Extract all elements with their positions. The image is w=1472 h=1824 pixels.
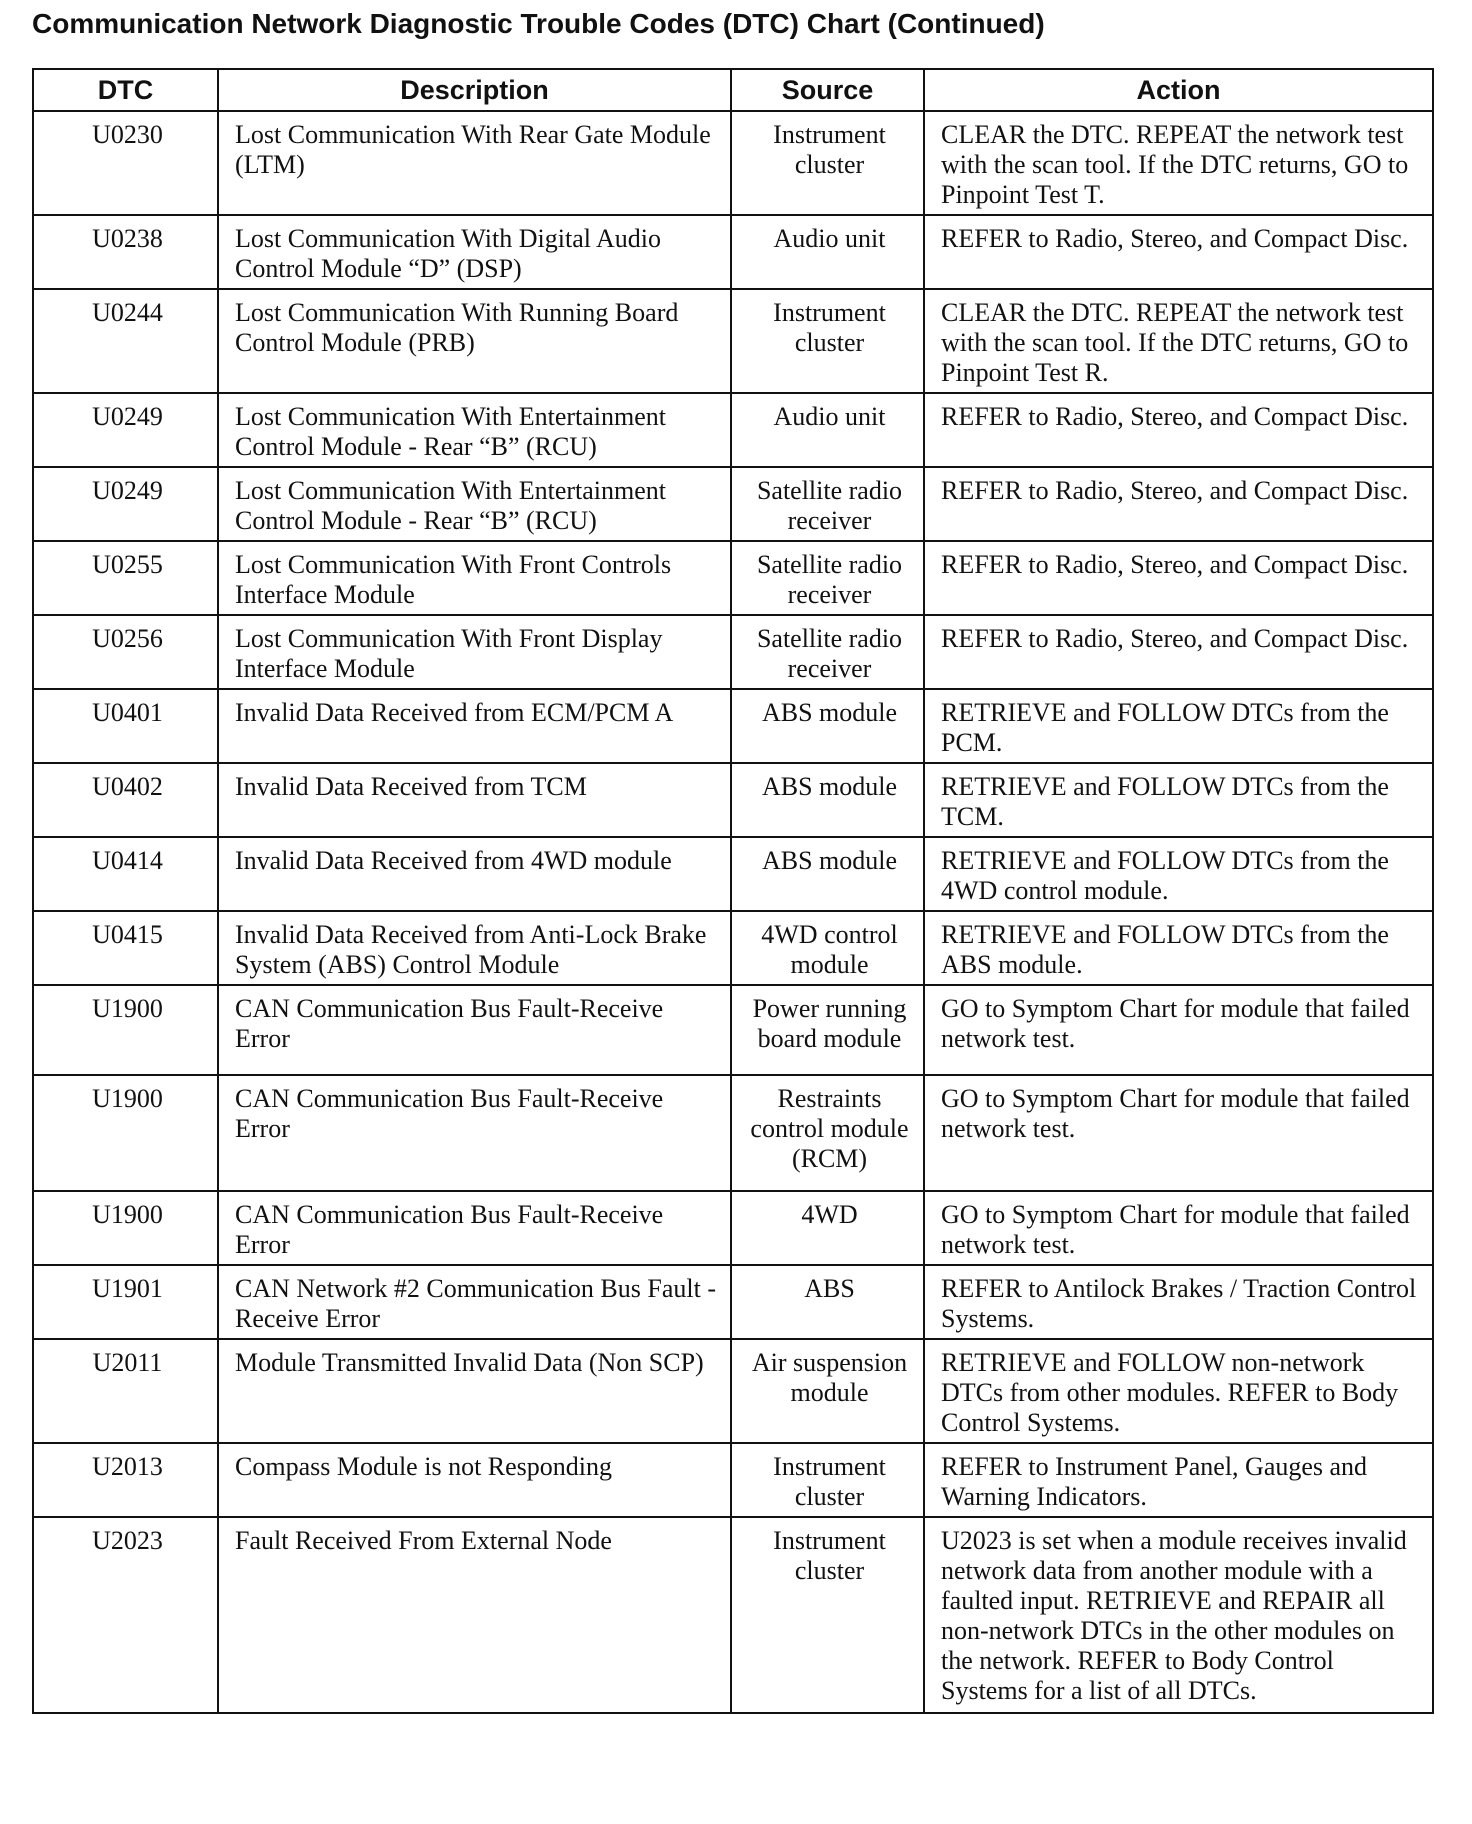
action-cell: REFER to Instrument Panel, Gauges and Warning Indicators. (924, 1443, 1433, 1517)
description-cell: CAN Communication Bus Fault-Receive Error (218, 1075, 731, 1191)
table-row (33, 763, 1433, 837)
description-cell: Module Transmitted Invalid Data (Non SCP) (218, 1339, 731, 1443)
dtc-chart-table (32, 68, 1434, 1714)
dtc-code-cell: U0402 (33, 763, 218, 837)
action-cell: RETRIEVE and FOLLOW DTCs from the PCM. (924, 689, 1433, 763)
column-header-description: Description (218, 69, 731, 111)
action-cell: CLEAR the DTC. REPEAT the network test with the scan tool. If the DTC returns, GO to Pinpoint Test T. (924, 111, 1433, 215)
table-header-row (33, 69, 1433, 111)
source-cell: 4WD (731, 1191, 924, 1265)
action-cell: GO to Symptom Chart for module that failed network test. (924, 1075, 1433, 1191)
description-cell: CAN Communication Bus Fault-Receive Error (218, 985, 731, 1075)
table-row (33, 689, 1433, 763)
description-cell: Lost Communication With Rear Gate Module (LTM) (218, 111, 731, 215)
table-row (33, 1517, 1433, 1713)
table-row (33, 615, 1433, 689)
dtc-code-cell: U1900 (33, 1075, 218, 1191)
table-row (33, 393, 1433, 467)
action-cell: RETRIEVE and FOLLOW non-network DTCs from other modules. REFER to Body Control Systems. (924, 1339, 1433, 1443)
description-cell: Invalid Data Received from Anti-Lock Brake System (ABS) Control Module (218, 911, 731, 985)
source-cell: Instrument cluster (731, 1443, 924, 1517)
source-cell: Audio unit (731, 393, 924, 467)
action-cell: GO to Symptom Chart for module that failed network test. (924, 1191, 1433, 1265)
table-body (33, 111, 1433, 1713)
source-cell: ABS module (731, 763, 924, 837)
action-cell: REFER to Radio, Stereo, and Compact Disc. (924, 393, 1433, 467)
table-row (33, 215, 1433, 289)
description-cell: Lost Communication With Digital Audio Control Module “D” (DSP) (218, 215, 731, 289)
table-row (33, 1265, 1433, 1339)
action-cell: GO to Symptom Chart for module that failed network test. (924, 985, 1433, 1075)
dtc-code-cell: U0401 (33, 689, 218, 763)
page-title: Communication Network Diagnostic Trouble Codes (DTC) Chart (Continued) (32, 8, 1045, 39)
table-row (33, 289, 1433, 393)
action-cell: REFER to Radio, Stereo, and Compact Disc. (924, 215, 1433, 289)
dtc-code-cell: U2011 (33, 1339, 218, 1443)
source-cell: Air suspension module (731, 1339, 924, 1443)
dtc-code-cell: U0244 (33, 289, 218, 393)
description-cell: Compass Module is not Responding (218, 1443, 731, 1517)
dtc-code-cell: U0249 (33, 467, 218, 541)
source-cell: Satellite radio receiver (731, 541, 924, 615)
source-cell: Satellite radio receiver (731, 467, 924, 541)
action-cell: RETRIEVE and FOLLOW DTCs from the 4WD control module. (924, 837, 1433, 911)
source-cell: Power running board module (731, 985, 924, 1075)
description-cell: Invalid Data Received from 4WD module (218, 837, 731, 911)
table-row (33, 1075, 1433, 1191)
dtc-code-cell: U2023 (33, 1517, 218, 1713)
source-cell: Restraints control module (RCM) (731, 1075, 924, 1191)
column-header-action: Action (924, 69, 1433, 111)
source-cell: Audio unit (731, 215, 924, 289)
source-cell: 4WD control module (731, 911, 924, 985)
column-header-dtc: DTC (33, 69, 218, 111)
dtc-code-cell: U0414 (33, 837, 218, 911)
description-cell: Lost Communication With Front Display Interface Module (218, 615, 731, 689)
source-cell: Instrument cluster (731, 289, 924, 393)
dtc-code-cell: U0256 (33, 615, 218, 689)
source-cell: Satellite radio receiver (731, 615, 924, 689)
table-row (33, 985, 1433, 1075)
source-cell: ABS (731, 1265, 924, 1339)
source-cell: ABS module (731, 837, 924, 911)
source-cell: Instrument cluster (731, 1517, 924, 1713)
description-cell: Lost Communication With Front Controls Interface Module (218, 541, 731, 615)
dtc-code-cell: U0255 (33, 541, 218, 615)
description-cell: Invalid Data Received from ECM/PCM A (218, 689, 731, 763)
table-row (33, 111, 1433, 215)
description-cell: Lost Communication With Running Board Control Module (PRB) (218, 289, 731, 393)
description-cell: Invalid Data Received from TCM (218, 763, 731, 837)
dtc-code-cell: U0230 (33, 111, 218, 215)
description-cell: Fault Received From External Node (218, 1517, 731, 1713)
dtc-code-cell: U2013 (33, 1443, 218, 1517)
table-row (33, 1191, 1433, 1265)
column-header-source: Source (731, 69, 924, 111)
action-cell: REFER to Radio, Stereo, and Compact Disc. (924, 541, 1433, 615)
dtc-code-cell: U1900 (33, 985, 218, 1075)
action-cell: REFER to Radio, Stereo, and Compact Disc. (924, 615, 1433, 689)
dtc-code-cell: U1900 (33, 1191, 218, 1265)
table-row (33, 541, 1433, 615)
action-cell: REFER to Antilock Brakes / Traction Control Systems. (924, 1265, 1433, 1339)
table-row (33, 467, 1433, 541)
table-row (33, 1443, 1433, 1517)
table-row (33, 837, 1433, 911)
dtc-code-cell: U1901 (33, 1265, 218, 1339)
action-cell: CLEAR the DTC. REPEAT the network test with the scan tool. If the DTC returns, GO to Pinpoint Test R. (924, 289, 1433, 393)
dtc-code-cell: U0238 (33, 215, 218, 289)
action-cell: U2023 is set when a module receives invalid network data from another module with a faulted input. RETRIEVE and REPAIR all non-network DTCs in the other modules on the network. REFER to Body Control Systems for a list of all DTCs. (924, 1517, 1433, 1713)
action-cell: RETRIEVE and FOLLOW DTCs from the TCM. (924, 763, 1433, 837)
dtc-code-cell: U0249 (33, 393, 218, 467)
description-cell: CAN Communication Bus Fault-Receive Error (218, 1191, 731, 1265)
action-cell: RETRIEVE and FOLLOW DTCs from the ABS module. (924, 911, 1433, 985)
description-cell: Lost Communication With Entertainment Control Module - Rear “B” (RCU) (218, 467, 731, 541)
table-row (33, 1339, 1433, 1443)
action-cell: REFER to Radio, Stereo, and Compact Disc. (924, 467, 1433, 541)
dtc-code-cell: U0415 (33, 911, 218, 985)
description-cell: Lost Communication With Entertainment Control Module - Rear “B” (RCU) (218, 393, 731, 467)
source-cell: ABS module (731, 689, 924, 763)
table-row (33, 911, 1433, 985)
source-cell: Instrument cluster (731, 111, 924, 215)
description-cell: CAN Network #2 Communication Bus Fault - Receive Error (218, 1265, 731, 1339)
